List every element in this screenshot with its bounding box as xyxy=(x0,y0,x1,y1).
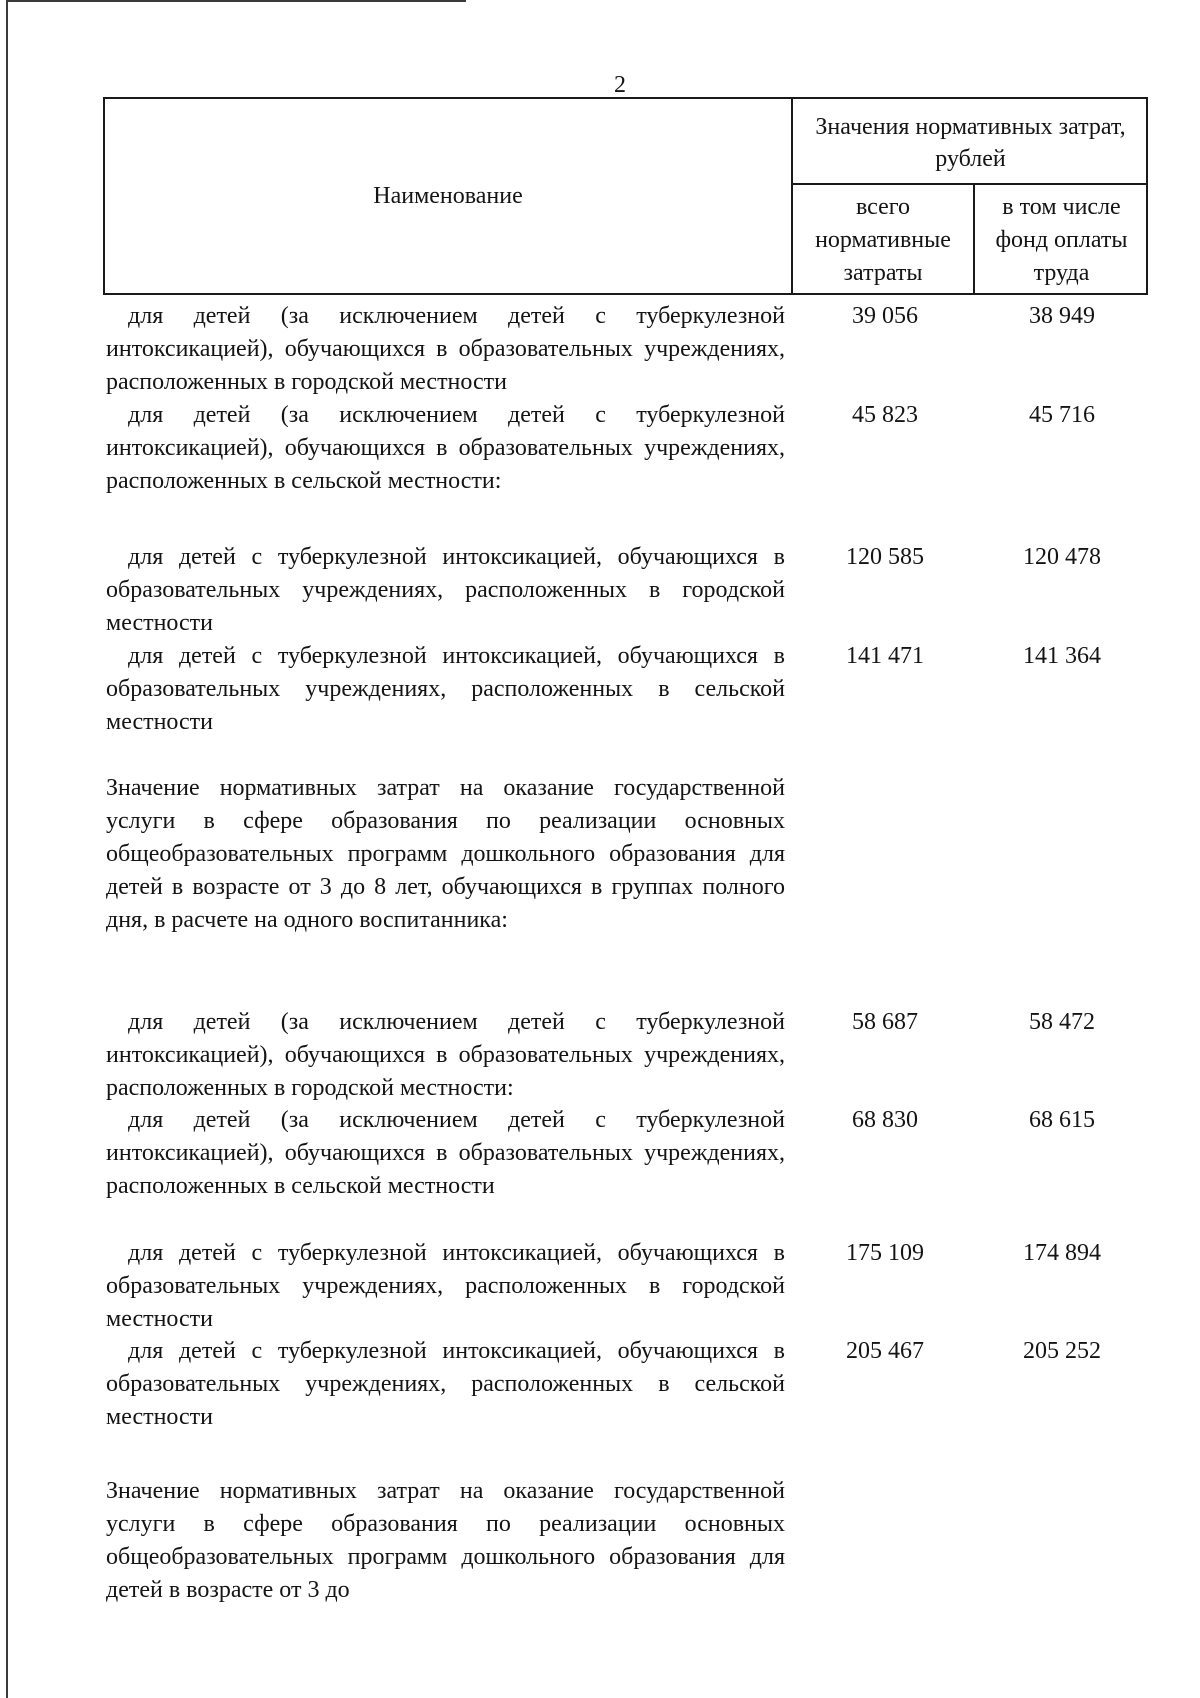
row-wage-fund: 120 478 xyxy=(1023,544,1101,570)
column-header-name: Наименование xyxy=(373,183,523,209)
row-wage-fund: 141 364 xyxy=(1023,643,1101,669)
section-heading-text: Значение нормативных затрат на оказание государственной услуги в сфере образования по реализации основных общеобразовательных программ дошкольного образования для детей в возрасте от 3 до 8 лет, обучающихся в группах полного дня, в расчете на одного воспитанника: xyxy=(106,775,785,933)
scan-border-top xyxy=(6,0,466,2)
row-total-cost: 45 823 xyxy=(852,402,918,428)
row-name: для детей с туберкулезной интоксикацией, обучающихся в образовательных учреждениях, расположенных в сельской местности xyxy=(106,1338,785,1430)
row-wage-fund: 205 252 xyxy=(1023,1338,1101,1364)
row-wage-fund: 68 615 xyxy=(1029,1107,1095,1133)
column-header-wage: в том числе фонд оплаты труда xyxy=(995,194,1128,286)
row-name: для детей (за исключением детей с туберкулезной интоксикацией), обучающихся в образовательных учреждениях, расположенных в городской местности xyxy=(106,303,785,395)
column-header-values: Значения нормативных затрат, рублей xyxy=(815,114,1126,172)
scan-border-left xyxy=(6,0,8,1698)
row-total-cost: 205 467 xyxy=(846,1338,924,1364)
row-total-cost: 120 585 xyxy=(846,544,924,570)
table-header xyxy=(103,97,1148,295)
row-name: для детей с туберкулезной интоксикацией, обучающихся в образовательных учреждениях, расположенных в городской местности xyxy=(106,1240,785,1332)
row-name: для детей с туберкулезной интоксикацией, обучающихся в образовательных учреждениях, расположенных в сельской местности xyxy=(106,643,785,735)
row-name: для детей с туберкулезной интоксикацией, обучающихся в образовательных учреждениях, расположенных в городской местности xyxy=(106,544,785,636)
row-wage-fund: 174 894 xyxy=(1023,1240,1101,1266)
row-name: для детей (за исключением детей с туберкулезной интоксикацией), обучающихся в образовательных учреждениях, расположенных в сельской местности: xyxy=(106,402,785,494)
row-wage-fund: 38 949 xyxy=(1029,303,1095,329)
row-total-cost: 58 687 xyxy=(852,1009,918,1035)
header-divider-horizontal xyxy=(791,183,1146,185)
row-name: для детей (за исключением детей с туберкулезной интоксикацией), обучающихся в образовательных учреждениях, расположенных в городской местности: xyxy=(106,1009,785,1101)
row-name: для детей (за исключением детей с туберкулезной интоксикацией), обучающихся в образовательных учреждениях, расположенных в сельской местности xyxy=(106,1107,785,1199)
row-wage-fund: 58 472 xyxy=(1029,1009,1095,1035)
column-header-total: всего нормативные затраты xyxy=(815,194,951,286)
row-total-cost: 68 830 xyxy=(852,1107,918,1133)
section-heading-text: Значение нормативных затрат на оказание государственной услуги в сфере образования по реализации основных общеобразовательных программ дошкольного образования для детей в возрасте от 3 до xyxy=(106,1478,785,1603)
row-wage-fund: 45 716 xyxy=(1029,402,1095,428)
row-total-cost: 175 109 xyxy=(846,1240,924,1266)
row-total-cost: 39 056 xyxy=(852,303,918,329)
row-total-cost: 141 471 xyxy=(846,643,924,669)
page-number: 2 xyxy=(614,72,626,98)
